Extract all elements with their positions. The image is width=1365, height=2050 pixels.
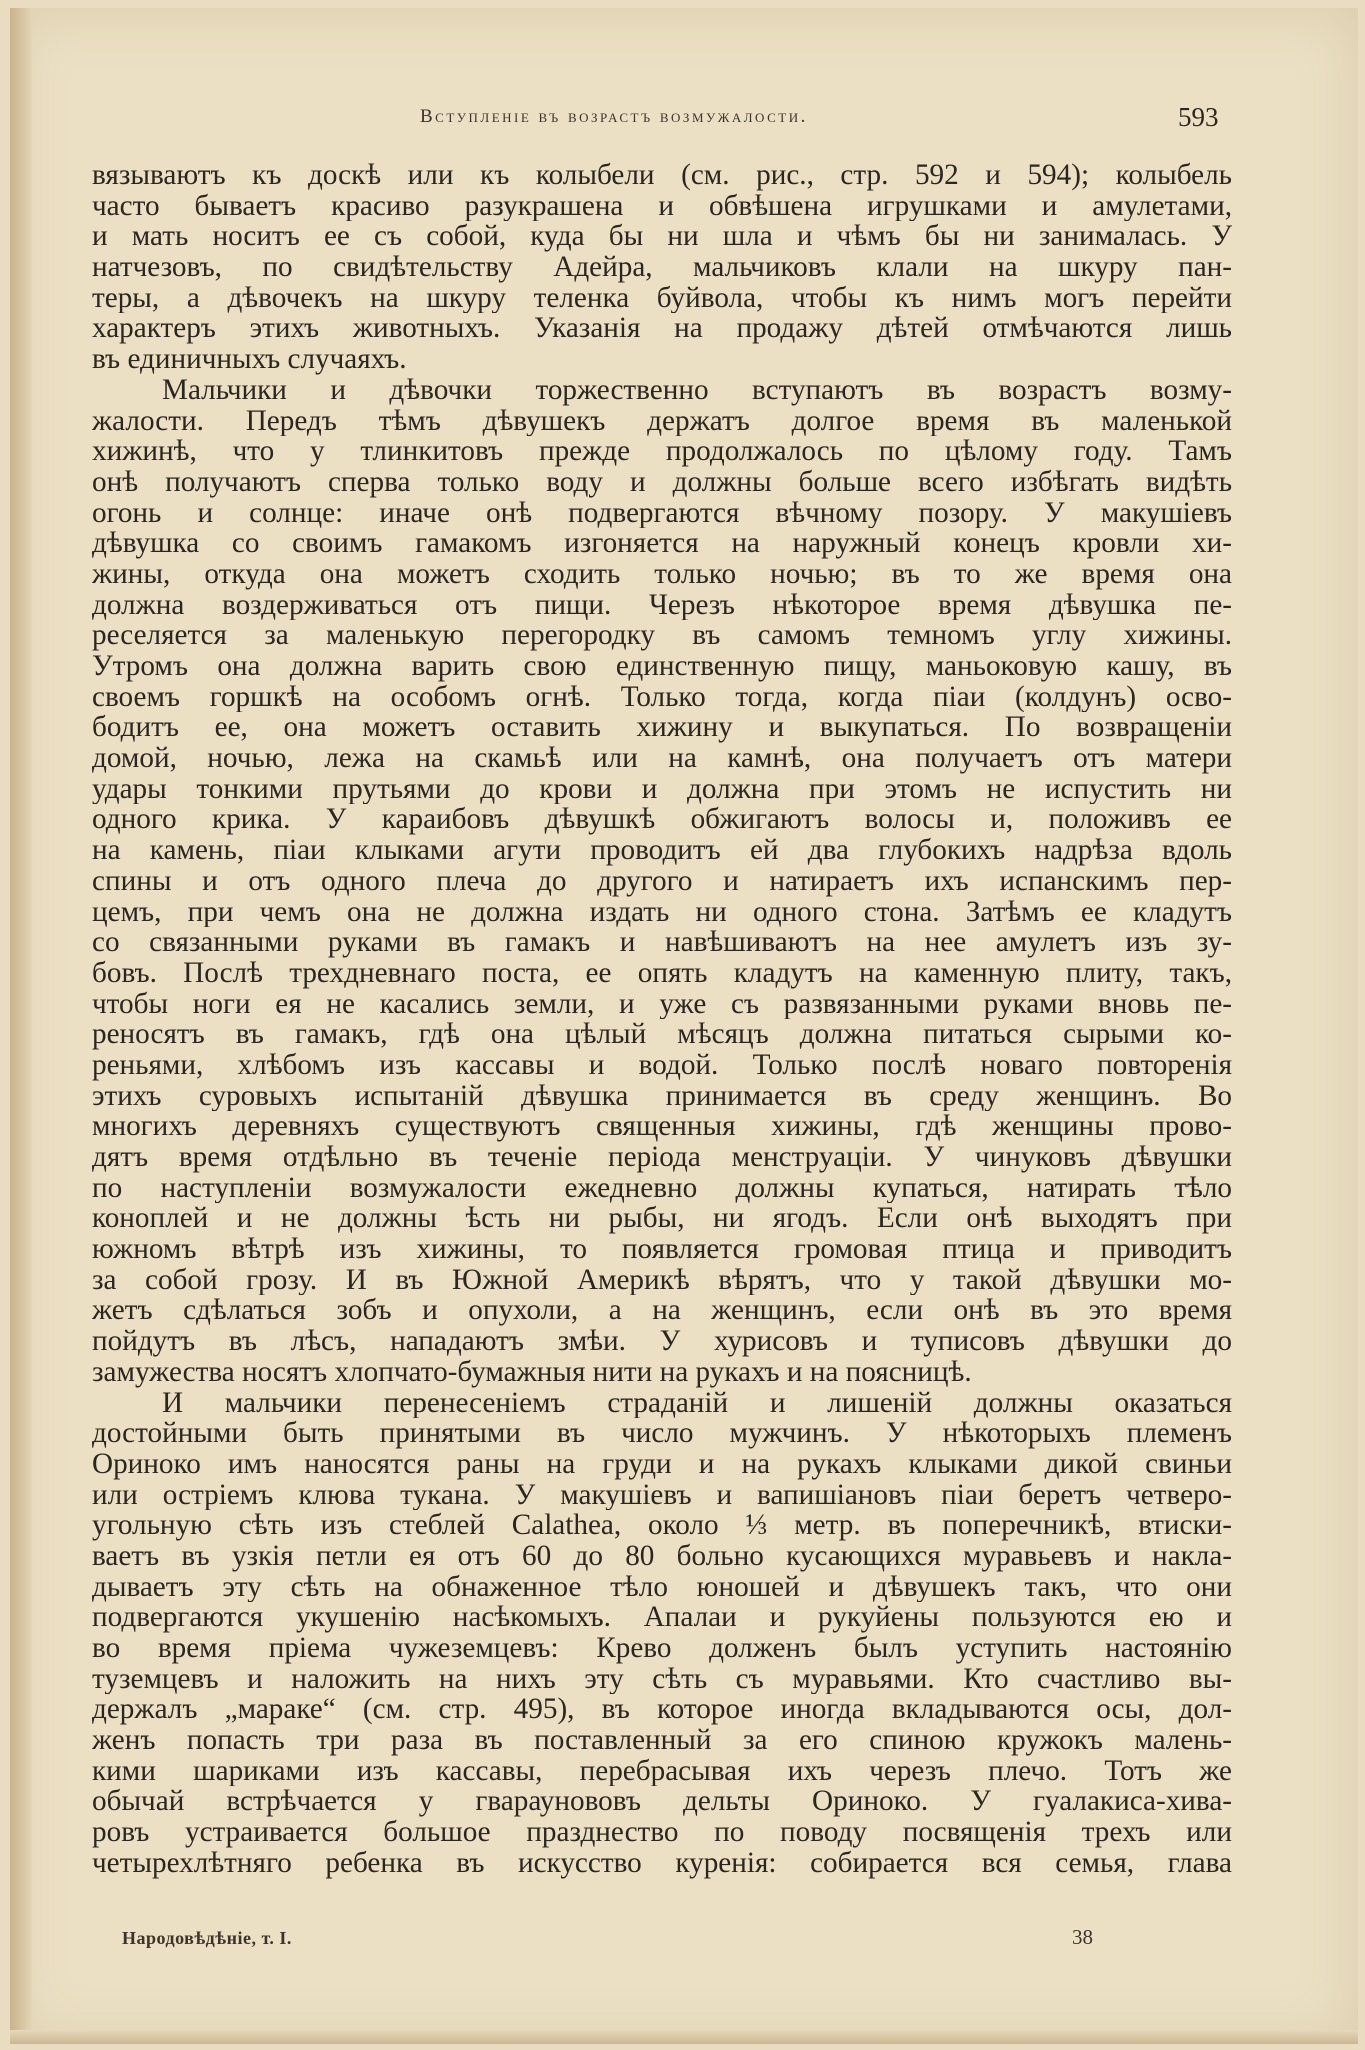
text-line: жины, откуда она можетъ сходить только ночью; въ то же время она [92, 558, 1232, 590]
text-line: во время пріема чужеземцевъ: Крево долженъ былъ уступить настоянію [92, 1633, 1232, 1664]
text-line: четырехлѣтняго ребенка въ искусство куренія: собирается вся семья, глава [92, 1847, 1232, 1879]
running-head: Вступленіе въ возрастъ возмужалости. [420, 106, 808, 127]
text-line: цемъ, при чемъ она не должна издать ни одного стона. Затѣмъ ее кладутъ [92, 896, 1232, 928]
page-number: 593 [1178, 102, 1219, 132]
text-line: со связанными руками въ гамакъ и навѣшиваютъ на нее амулетъ изъ зу- [92, 927, 1232, 958]
book-page [10, 8, 1358, 2044]
text-line: на камень, піаи клыками агути проводитъ ей два глубокихъ надрѣза вдоль [92, 835, 1232, 866]
text-line: многихъ деревняхъ существуютъ священныя хижины, гдѣ женщины прово- [92, 1111, 1232, 1142]
text-line: чтобы ноги ея не касались земли, и уже съ развязанными руками вновь пе- [92, 988, 1232, 1020]
text-line: хижинѣ, что у тлинкитовъ прежде продолжалось по цѣлому году. Тамъ [92, 436, 1232, 467]
page-spine-shadow [10, 8, 32, 2044]
text-line: бовъ. Послѣ трехдневнаго поста, ее опять кладутъ на каменную плиту, такъ, [92, 957, 1232, 989]
text-line: бодитъ ее, она можетъ оставить хижину и выкупаться. По возвращеніи [92, 712, 1232, 744]
page-bottom-edge [10, 2030, 1358, 2044]
signature-mark: Народовѣдѣніе, т. I. [122, 1928, 292, 1948]
text-line: пойдутъ въ лѣсъ, нападаютъ змѣи. У хурисовъ и туписовъ дѣвушки до [92, 1326, 1232, 1357]
text-line: своемъ горшкѣ на особомъ огнѣ. Только тогда, когда піаи (колдунъ) осво- [92, 681, 1232, 713]
text-line: реносятъ въ гамакъ, гдѣ она цѣлый мѣсяцъ должна питаться сырыми ко- [92, 1019, 1232, 1050]
text-line: одного крика. У караибовъ дѣвушкѣ обжигаютъ волосы и, положивъ ее [92, 804, 1232, 836]
text-line: часто бываетъ красиво разукрашена и обвѣшена игрушками и амулетами, [92, 190, 1232, 222]
text-line: дѣвушка со своимъ гамакомъ изгоняется на наружный конецъ кровли хи- [92, 528, 1232, 559]
text-line: огонь и солнце: иначе онѣ подвергаются вѣчному позору. У макушіевъ [92, 497, 1232, 529]
text-line: ваетъ въ узкія петли ея отъ 60 до 80 больно кусающихся муравьевъ и накла- [92, 1540, 1232, 1572]
sheet-number: 38 [1072, 1925, 1093, 1949]
text-line: жетъ сдѣлаться зобъ и опухоли, а на женщинъ, если онѣ въ это время [92, 1295, 1232, 1327]
text-line: коноплей и не должны ѣсть ни рыбы, ни ягодъ. Если онѣ выходятъ при [92, 1203, 1232, 1235]
text-line: натчезовъ, по свидѣтельству Адейра, мальчиковъ клали на шкуру пан- [92, 252, 1232, 283]
text-line: дываетъ эту сѣть на обнаженное тѣло юношей и дѣвушекъ такъ, что они [92, 1571, 1232, 1603]
text-line: спины и отъ одного плеча до другого и натираетъ ихъ испанскимъ пер- [92, 865, 1232, 897]
text-line: кими шариками изъ кассавы, перебрасывая ихъ черезъ плечо. Тотъ же [92, 1755, 1232, 1787]
paragraph-start-line: Мальчики и дѣвочки торжественно вступаютъ въ возрастъ возму- [162, 374, 1232, 406]
text-line: Утромъ она должна варить свою единственную пищу, маньоковую кашу, въ [92, 651, 1232, 682]
text-line: туземцевъ и наложить на нихъ эту сѣть съ муравьями. Кто счастливо вы- [92, 1663, 1232, 1695]
text-line: или остріемъ клюва тукана. У макушіевъ и вапишіановъ піаи беретъ четверо- [92, 1479, 1232, 1511]
text-line: жалости. Передъ тѣмъ дѣвушекъ держатъ долгое время въ маленькой [92, 405, 1232, 437]
body-text [92, 160, 1232, 1879]
text-line: и мать носитъ ее съ собой, куда бы ни шла и чѣмъ бы ни занималась. У [92, 221, 1232, 253]
text-line: женъ попасть три раза въ поставленный за его спиною кружокъ малень- [92, 1725, 1232, 1756]
text-line: должна воздерживаться отъ пищи. Черезъ нѣкоторое время дѣвушка пе- [92, 589, 1232, 621]
text-line: онѣ получаютъ сперва только воду и должны больше всего избѣгать видѣть [92, 466, 1232, 498]
text-line: южномъ вѣтрѣ изъ хижины, то появляется громовая птица и приводитъ [92, 1234, 1232, 1265]
text-line: подвергаются укушенію насѣкомыхъ. Апалаи и рукуйены пользуются ею и [92, 1602, 1232, 1633]
text-line: реньями, хлѣбомъ изъ кассавы и водой. Только послѣ новаго повторенія [92, 1049, 1232, 1081]
text-line: этихъ суровыхъ испытаній дѣвушка принимается въ среду женщинъ. Во [92, 1080, 1232, 1112]
text-line: вязываютъ къ доскѣ или къ колыбели (см. рис., стр. 592 и 594); колыбель [92, 160, 1232, 191]
text-line: по наступленіи возмужалости ежедневно должны купаться, натирать тѣло [92, 1172, 1232, 1204]
text-line: дятъ время отдѣльно въ теченіе періода менструаціи. У чинуковъ дѣвушки [92, 1142, 1232, 1173]
text-line: характеръ этихъ животныхъ. Указанія на продажу дѣтей отмѣчаются лишь [92, 313, 1232, 345]
text-line: замужества носятъ хлопчато-бумажныя нити на рукахъ и на поясницѣ. [92, 1356, 972, 1388]
text-line: теры, а дѣвочекъ на шкуру теленка буйвола, чтобы къ нимъ могъ перейти [92, 282, 1232, 314]
text-line: обычай встрѣчается у гвараунововъ дельты Ориноко. У гуалакиса-хива- [92, 1786, 1232, 1818]
text-line: Ориноко имъ наносятся раны на груди и на рукахъ клыками дикой свиньи [92, 1448, 1232, 1480]
text-line: держалъ „мараке“ (см. стр. 495), въ которое иногда вкладываются осы, дол- [92, 1694, 1232, 1726]
text-line: реселяется за маленькую перегородку въ самомъ темномъ углу хижины. [92, 620, 1232, 651]
text-line: за собой грозу. И въ Южной Америкѣ вѣрятъ, что у такой дѣвушки мо- [92, 1264, 1232, 1296]
text-line: удары тонкими прутьями до крови и должна при этомъ не испустить ни [92, 773, 1232, 805]
text-line: въ единичныхъ случаяхъ. [92, 344, 407, 375]
text-line: угольную сѣть изъ стеблей Calathea, около ⅓ метр. въ поперечникѣ, втиски- [92, 1510, 1232, 1541]
text-line: достойными быть принятыми въ число мужчинъ. У нѣкоторыхъ племенъ [92, 1418, 1232, 1449]
paragraph-start-line: И мальчики перенесеніемъ страданій и лишеній должны оказаться [162, 1387, 1232, 1419]
text-line: ровъ устраивается большое празднество по поводу посвященія трехъ или [92, 1817, 1232, 1848]
text-line: домой, ночью, лежа на скамьѣ или на камнѣ, она получаетъ отъ матери [92, 743, 1232, 774]
